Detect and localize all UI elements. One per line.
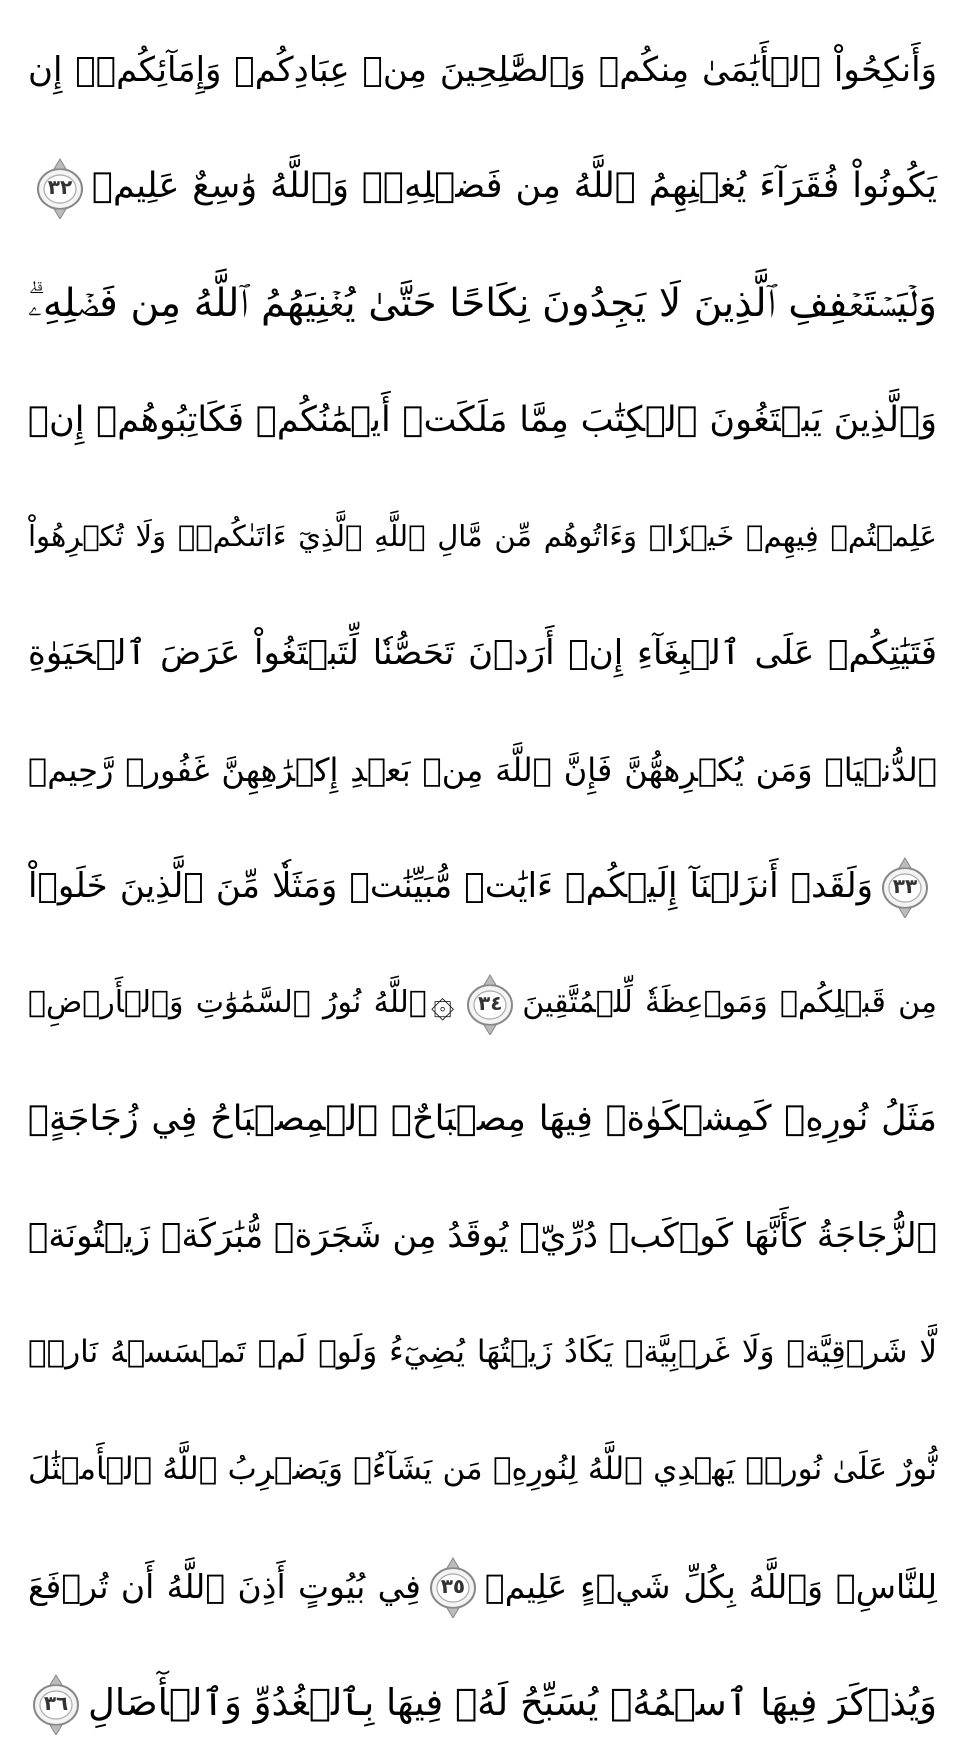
verse-text: عَلِمۡتُمۡ فِيهِمۡ خَيۡرٗاۖ وَءَاتُوهُم مِّن مَّالِ ٱللَّهِ ٱلَّذِيٓ ءَاتَىٰكُمۡۚ وَلَا تُكۡرِهُواْ [28,519,937,554]
verse-text: وَيُذۡكَرَ فِيهَا ٱسۡمُهُۥ يُسَبِّحُ لَهُۥ فِيهَا بِٱلۡغُدُوِّ وَٱلۡأٓصَالِ [88,1681,937,1725]
ayah-number-marker [30,1671,82,1735]
verse-line [28,945,937,1062]
verse-line [28,245,937,362]
verse-line [28,478,937,595]
verse-line [28,12,937,129]
verse-text: فَتَيَٰتِكُمۡ عَلَى ٱلۡبِغَآءِ إِنۡ أَرَدۡنَ تَحَصُّنٗا لِّتَبۡتَغُواْ عَرَضَ ٱلۡحَيَوٰةِ [28,633,937,674]
verse-text: ٱللَّهُ نُورُ ٱلسَّمَٰوَٰتِ وَٱلۡأَرۡضِۚ [28,985,427,1021]
ayah-number-marker [427,1554,479,1618]
verse-text: مَثَلُ نُورِهِۦ كَمِشۡكَوٰةٖ فِيهَا مِصۡبَاحٌۖ ٱلۡمِصۡبَاحُ فِي زُجَاجَةٍۖ [28,1099,937,1140]
verse-text: ٱلزُّجَاجَةُ كَأَنَّهَا كَوۡكَبٞ دُرِّيّٞ يُوقَدُ مِن شَجَرَةٖ مُّبَٰرَكَةٖ زَيۡتُونَةٖ [28,1216,937,1257]
verse-line [28,712,937,829]
hizb-star-icon: ۞ [430,980,455,1027]
verse-text: وَٱلَّذِينَ يَبۡتَغُونَ ٱلۡكِتَٰبَ مِمَّا مَلَكَتۡ أَيۡمَٰنُكُمۡ فَكَاتِبُوهُمۡ إِنۡ [28,399,937,440]
ayah-number: ٣٦ [43,1690,69,1715]
verse-text: لِلنَّاسِۗ وَٱللَّهُ بِكُلِّ شَيۡءٍ عَلِيمٞ [484,1566,937,1606]
verse-text: نُّورٌ عَلَىٰ نُورٖۚ يَهۡدِي ٱللَّهُ لِنُورِهِۦ مَن يَشَآءُۚ وَيَضۡرِبُ ٱللَّهُ ٱلۡأَمۡثَٰلَ [28,1450,937,1487]
ayah-number: ٣٣ [892,874,918,899]
verse-text: وَأَنكِحُواْ ٱلۡأَيَٰمَىٰ مِنكُمۡ وَٱلصَّٰلِحِينَ مِنۡ عِبَادِكُمۡ وَإِمَآئِكُمۡۚ إِن [28,50,937,91]
verse-text: وَلۡيَسۡتَعۡفِفِ ٱلَّذِينَ لَا يَجِدُونَ نِكَاحًا حَتَّىٰ يُغۡنِيَهُمُ ٱللَّهُ مِن فَضۡلِهِۦۗ [28,280,937,326]
ayah-number-marker [464,971,516,1035]
ayah-number: ٣٥ [440,1574,466,1599]
verse-line [28,595,937,712]
verse-line [28,1644,937,1761]
verse-text: مِن قَبۡلِكُمۡ وَمَوۡعِظَةٗ لِّلۡمُتَّقِينَ [522,985,937,1021]
verse-line [28,1528,937,1645]
verse-line [28,1061,937,1178]
verse-text: فِي بُيُوتٍ أَذِنَ ٱللَّهُ أَن تُرۡفَعَ [27,1566,421,1606]
verse-line [28,1295,937,1412]
verse-line [28,1178,937,1295]
verse-text: لَّا شَرۡقِيَّةٖ وَلَا غَرۡبِيَّةٖ يَكَادُ زَيۡتُهَا يُضِيٓءُ وَلَوۡ لَمۡ تَمۡسَسۡهُ نَارٞۚ [28,1334,937,1371]
verse-line [28,129,937,246]
verse-text: يَكُونُواْ فُقَرَآءَ يُغۡنِهِمُ ٱللَّهُ مِن فَضۡلِهِۦۗ وَٱللَّهُ وَٰسِعٌ عَلِيمٞ [92,166,937,207]
verse-text: ٱلدُّنۡيَاۚ وَمَن يُكۡرِههُّنَّ فَإِنَّ ٱللَّهَ مِنۢ بَعۡدِ إِكۡرَٰهِهِنَّ غَفُورٞ رَّحِيمٞ [28,750,937,789]
ayah-number: ٣٤ [478,991,503,1016]
verse-text: وَلَقَدۡ أَنزَلۡنَآ إِلَيۡكُمۡ ءَايَٰتٖ مُّبَيِّنَٰتٖ وَمَثَلٗا مِّنَ ٱلَّذِينَ خَلَوۡاْ [28,866,873,907]
verse-line [28,828,937,945]
ayah-number: ٣٢ [47,174,73,199]
ayah-number-marker [34,155,86,219]
verse-line [28,362,937,479]
ayah-number-marker [879,854,931,918]
verse-line [28,1411,937,1528]
